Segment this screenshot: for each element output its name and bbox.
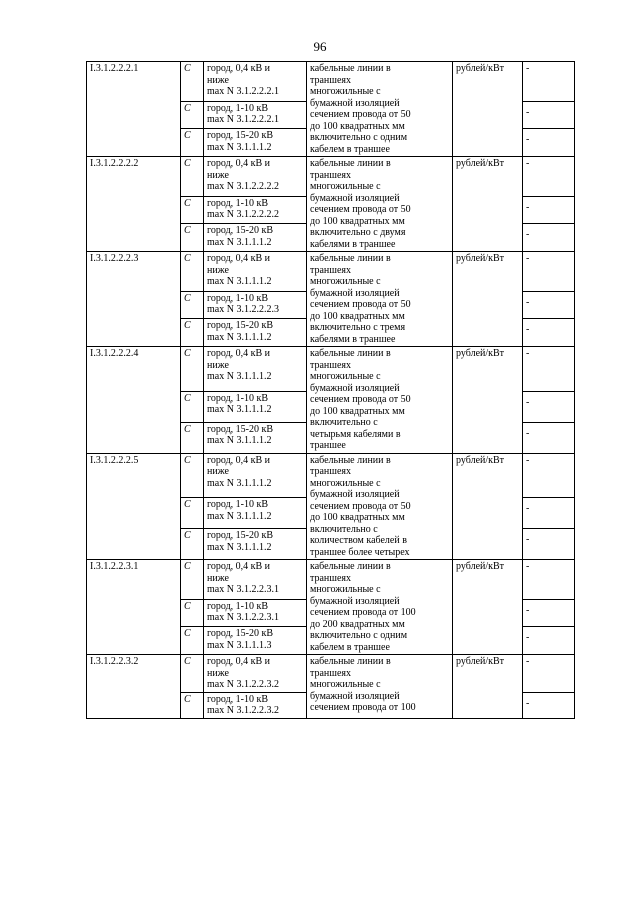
zone-text: город, 0,4 кВ и	[207, 656, 271, 667]
value-cell	[523, 347, 575, 392]
category-letter: C	[181, 692, 204, 718]
zone-cell	[204, 422, 307, 453]
row-code: I.3.1.2.2.3.1	[87, 560, 181, 655]
row-code: I.3.1.2.2.2.4	[87, 347, 181, 454]
zone-cell	[204, 157, 307, 197]
zone-text: город, 1-10 кВ	[207, 693, 269, 705]
table-row	[87, 62, 575, 102]
value-cell	[523, 196, 575, 224]
description-text: включительно с одним	[310, 630, 408, 641]
unit-cell: рублей/кВт	[453, 252, 523, 347]
zone-text: город, 1-10 кВ	[207, 499, 269, 511]
description-text: кабельные линии в	[310, 158, 391, 169]
unit-cell: рублей/кВт	[453, 347, 523, 454]
zone-text: max N 3.1.1.1.2	[207, 141, 272, 153]
zone-text: max N 3.1.2.2.3.2	[207, 705, 279, 716]
zone-cell	[204, 319, 307, 347]
table-row	[87, 655, 575, 693]
zone-cell	[204, 101, 307, 129]
description-text: до 100 квадратных мм	[310, 215, 405, 227]
value-text: -	[526, 656, 530, 667]
category-letter: C	[181, 599, 204, 627]
description-text: траншеях	[310, 264, 352, 276]
description-text: кабелем в траншее	[310, 641, 390, 653]
zone-cell	[204, 560, 307, 600]
zone-cell	[204, 347, 307, 392]
value-cell	[523, 319, 575, 347]
zone-text: город, 1-10 кВ	[207, 197, 269, 209]
description-text: траншеях	[310, 667, 352, 679]
category-letter: C	[181, 347, 204, 392]
description-text: бумажной изоляцией	[310, 97, 400, 109]
zone-text: город, 0,4 кВ и	[207, 63, 271, 74]
value-text: -	[526, 454, 530, 466]
value-text: -	[526, 158, 530, 169]
value-cell	[523, 498, 575, 529]
value-cell	[523, 627, 575, 655]
zone-text: max N 3.1.2.2.3.1	[207, 584, 279, 595]
description-text: кабельные линии в	[310, 253, 391, 264]
unit-cell: рублей/кВт	[453, 453, 523, 560]
zone-cell	[204, 224, 307, 252]
description-text: многожильные с	[310, 181, 381, 192]
description-text: до 100 квадратных мм	[310, 405, 405, 417]
value-text: -	[526, 503, 530, 515]
zone-text: max N 3.1.1.1.2	[207, 477, 272, 489]
category-letter: C	[181, 529, 204, 560]
zone-text: max N 3.1.2.2.2.1	[207, 114, 279, 126]
zone-cell	[204, 196, 307, 224]
category-letter: C	[181, 157, 204, 197]
value-cell	[523, 560, 575, 600]
category-letter: C	[181, 627, 204, 655]
zone-cell	[204, 627, 307, 655]
value-text: -	[526, 201, 530, 213]
zone-text: город, 15-20 кВ	[207, 423, 274, 435]
value-text: -	[526, 632, 530, 644]
value-text: -	[526, 63, 530, 74]
zone-text: ниже	[207, 264, 229, 276]
value-cell	[523, 529, 575, 560]
category-letter: C	[181, 62, 204, 102]
category-letter: C	[181, 252, 204, 292]
zone-text: max N 3.1.2.2.2.1	[207, 86, 279, 97]
description-text: включительно с двумя	[310, 227, 406, 238]
description-text: траншеях	[310, 169, 352, 181]
category-letter: C	[181, 655, 204, 693]
category-letter: C	[181, 196, 204, 224]
value-text: -	[526, 348, 530, 359]
value-cell	[523, 391, 575, 422]
description-text: сечением провода от 50	[310, 109, 411, 120]
zone-text: ниже	[207, 74, 229, 86]
value-cell	[523, 453, 575, 498]
description-text: включительно с одним	[310, 132, 408, 143]
unit-cell: рублей/кВт	[453, 62, 523, 157]
description-cell	[307, 347, 453, 454]
value-cell	[523, 422, 575, 453]
value-cell	[523, 101, 575, 129]
category-letter: C	[181, 422, 204, 453]
value-cell	[523, 157, 575, 197]
zone-text: город, 15-20 кВ	[207, 530, 274, 542]
zone-text: ниже	[207, 572, 229, 584]
zone-cell	[204, 453, 307, 498]
zone-cell	[204, 62, 307, 102]
unit-cell: рублей/кВт	[453, 157, 523, 252]
page-number: 96	[313, 39, 327, 54]
description-text: кабелями в траншее	[310, 333, 396, 345]
description-text: до 100 квадратных мм	[310, 512, 405, 523]
zone-text: max N 3.1.1.1.2	[207, 331, 272, 343]
tariff-table-body	[87, 62, 575, 719]
value-text: -	[526, 604, 530, 616]
description-text: кабельные линии в	[310, 63, 391, 74]
description-text: бумажной изоляцией	[310, 192, 400, 204]
description-text: кабельные линии в	[310, 656, 391, 667]
description-text: бумажной изоляцией	[310, 690, 400, 702]
zone-text: город, 15-20 кВ	[207, 130, 274, 142]
description-text: траншее	[310, 440, 346, 451]
zone-text: город, 15-20 кВ	[207, 225, 274, 237]
value-cell	[523, 599, 575, 627]
value-cell	[523, 62, 575, 102]
table-row	[87, 347, 575, 392]
zone-cell	[204, 692, 307, 718]
value-cell	[523, 252, 575, 292]
zone-text: город, 0,4 кВ и	[207, 158, 271, 169]
zone-text: город, 0,4 кВ и	[207, 348, 271, 359]
category-letter: C	[181, 391, 204, 422]
zone-text: город, 1-10 кВ	[207, 392, 269, 404]
description-text: включительно с тремя	[310, 322, 406, 333]
description-text: до 200 квадратных мм	[310, 618, 405, 630]
zone-cell	[204, 655, 307, 693]
category-letter: C	[181, 129, 204, 157]
description-text: многожильные с	[310, 477, 381, 489]
description-text: бумажной изоляцией	[310, 489, 400, 500]
value-cell	[523, 291, 575, 319]
description-text: кабельные линии в	[310, 561, 391, 572]
zone-cell	[204, 498, 307, 529]
zone-cell	[204, 291, 307, 319]
zone-cell	[204, 391, 307, 422]
zone-text: max N 3.1.1.1.2	[207, 510, 272, 522]
value-cell	[523, 692, 575, 718]
row-code: I.3.1.2.2.2.3	[87, 252, 181, 347]
category-letter: C	[181, 560, 204, 600]
value-text: -	[526, 427, 530, 439]
zone-text: ниже	[207, 667, 229, 679]
category-letter: C	[181, 224, 204, 252]
description-text: бумажной изоляцией	[310, 287, 400, 299]
value-text: -	[526, 534, 530, 546]
description-text: включительно с	[310, 417, 378, 428]
description-text: до 100 квадратных мм	[310, 120, 405, 132]
table-row	[87, 453, 575, 498]
description-text: траншеях	[310, 572, 352, 584]
value-text: -	[526, 296, 530, 308]
description-text: траншеях	[310, 466, 352, 477]
table-row	[87, 560, 575, 600]
zone-text: max N 3.1.1.1.2	[207, 371, 272, 382]
zone-text: город, 1-10 кВ	[207, 102, 269, 114]
description-cell	[307, 252, 453, 347]
zone-cell	[204, 129, 307, 157]
value-text: -	[526, 229, 530, 241]
description-text: кабельные линии в	[310, 454, 391, 466]
zone-text: max N 3.1.2.2.2.2	[207, 181, 279, 192]
description-cell	[307, 655, 453, 719]
row-code: I.3.1.2.2.2.2	[87, 157, 181, 252]
zone-text: город, 15-20 кВ	[207, 320, 274, 332]
category-letter: C	[181, 101, 204, 129]
row-code: I.3.1.2.2.2.1	[87, 62, 181, 157]
value-text: -	[526, 253, 530, 264]
zone-cell	[204, 252, 307, 292]
zone-text: max N 3.1.1.1.2	[207, 276, 272, 287]
description-text: многожильные с	[310, 679, 381, 690]
description-cell	[307, 157, 453, 252]
row-code: I.3.1.2.2.2.5	[87, 453, 181, 560]
value-cell	[523, 224, 575, 252]
zone-text: город, 0,4 кВ и	[207, 561, 271, 572]
zone-text: max N 3.1.2.2.3.2	[207, 679, 279, 690]
value-text: -	[526, 396, 530, 408]
description-text: сечением провода от 100	[310, 702, 416, 713]
zone-text: город, 1-10 кВ	[207, 600, 269, 612]
value-text: -	[526, 106, 530, 118]
zone-cell	[204, 529, 307, 560]
row-code: I.3.1.2.2.3.2	[87, 655, 181, 719]
description-text: траншеях	[310, 74, 352, 86]
description-text: сечением провода от 50	[310, 500, 411, 512]
description-text: кабелями в траншее	[310, 238, 396, 250]
description-text: траншеях	[310, 359, 352, 371]
zone-text: max N 3.1.1.1.2	[207, 404, 272, 416]
description-text: многожильные с	[310, 371, 381, 382]
value-text: -	[526, 697, 530, 709]
value-text: -	[526, 561, 530, 572]
description-text: многожильные с	[310, 276, 381, 287]
category-letter: C	[181, 319, 204, 347]
unit-cell: рублей/кВт	[453, 655, 523, 719]
description-cell	[307, 453, 453, 560]
description-text: включительно с	[310, 523, 378, 535]
zone-text: город, 0,4 кВ и	[207, 253, 271, 264]
description-text: до 100 квадратных мм	[310, 310, 405, 322]
unit-cell: рублей/кВт	[453, 560, 523, 655]
description-text: сечением провода от 50	[310, 299, 411, 310]
tariff-table	[86, 61, 575, 719]
zone-text: город, 15-20 кВ	[207, 628, 274, 640]
description-text: четырьмя кабелями в	[310, 428, 401, 440]
description-text: кабельные линии в	[310, 348, 391, 359]
description-text: кабелем в траншее	[310, 143, 390, 155]
description-text: бумажной изоляцией	[310, 382, 400, 394]
category-letter: C	[181, 498, 204, 529]
description-text: сечением провода от 100	[310, 607, 416, 618]
description-text: сечением провода от 50	[310, 204, 411, 215]
zone-text: max N 3.1.2.2.3.1	[207, 612, 279, 624]
description-text: траншее более четырех	[310, 546, 410, 558]
category-letter: C	[181, 453, 204, 498]
table-row	[87, 157, 575, 197]
zone-text: город, 0,4 кВ и	[207, 454, 271, 466]
description-cell	[307, 62, 453, 157]
zone-cell	[204, 599, 307, 627]
value-cell	[523, 655, 575, 693]
value-cell	[523, 129, 575, 157]
value-text: -	[526, 324, 530, 336]
description-text: бумажной изоляцией	[310, 595, 400, 607]
zone-text: город, 1-10 кВ	[207, 292, 269, 304]
zone-text: max N 3.1.1.1.2	[207, 435, 272, 447]
zone-text: ниже	[207, 466, 229, 477]
table-row	[87, 252, 575, 292]
zone-text: max N 3.1.1.1.3	[207, 639, 272, 651]
zone-text: max N 3.1.2.2.2.2	[207, 209, 279, 221]
zone-text: max N 3.1.1.1.2	[207, 541, 272, 553]
category-letter: C	[181, 291, 204, 319]
description-text: количеством кабелей в	[310, 535, 407, 546]
description-cell	[307, 560, 453, 655]
description-text: сечением провода от 50	[310, 394, 411, 405]
description-text: многожильные с	[310, 86, 381, 97]
zone-text: max N 3.1.2.2.2.3	[207, 304, 279, 316]
zone-text: ниже	[207, 359, 229, 371]
zone-text: ниже	[207, 169, 229, 181]
value-text: -	[526, 134, 530, 146]
description-text: многожильные с	[310, 584, 381, 595]
zone-text: max N 3.1.1.1.2	[207, 236, 272, 248]
